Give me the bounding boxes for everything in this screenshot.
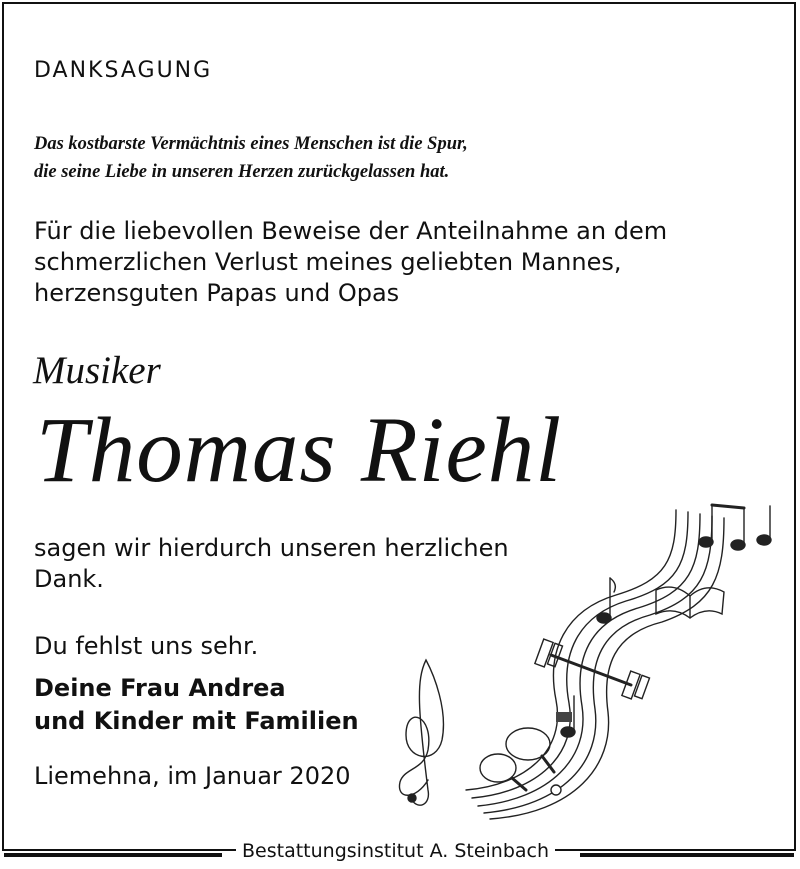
footer-rule-left: [4, 853, 222, 857]
memorial-quote: [34, 130, 468, 186]
intro-line: schmerzlichen Verlust meines geliebten Mannes,: [34, 248, 622, 276]
quote-line: Das kostbarste Vermächtnis eines Menschen ist die Spur,: [34, 134, 468, 154]
place-date: Liemehna, im Januar 2020: [34, 762, 351, 790]
miss-text: Du fehlst uns sehr.: [34, 632, 259, 660]
intro-line: Für die liebevollen Beweise der Anteilnahme an dem: [34, 217, 668, 245]
notice-heading: DANKSAGUNG: [34, 58, 213, 83]
profession-label: Musiker: [33, 349, 161, 392]
intro-line: herzensguten Papas und Opas: [34, 279, 400, 307]
thanks-line: sagen wir hierdurch unseren herzlichen: [34, 534, 509, 562]
deceased-name: Thomas Riehl: [36, 399, 563, 502]
music-staff-illustration-icon: [376, 500, 796, 820]
intro-text: [34, 216, 667, 309]
signatories: [34, 672, 359, 738]
footer-rule-right: [580, 853, 794, 857]
signatory-line: Deine Frau Andrea: [34, 674, 286, 702]
thanks-line: Dank.: [34, 565, 104, 593]
undertaker-name: Bestattungsinstitut A. Steinbach: [236, 840, 555, 862]
quote-line: die seine Liebe in unseren Herzen zurückgelassen hat.: [34, 162, 450, 182]
signatory-line: und Kinder mit Familien: [34, 707, 359, 735]
